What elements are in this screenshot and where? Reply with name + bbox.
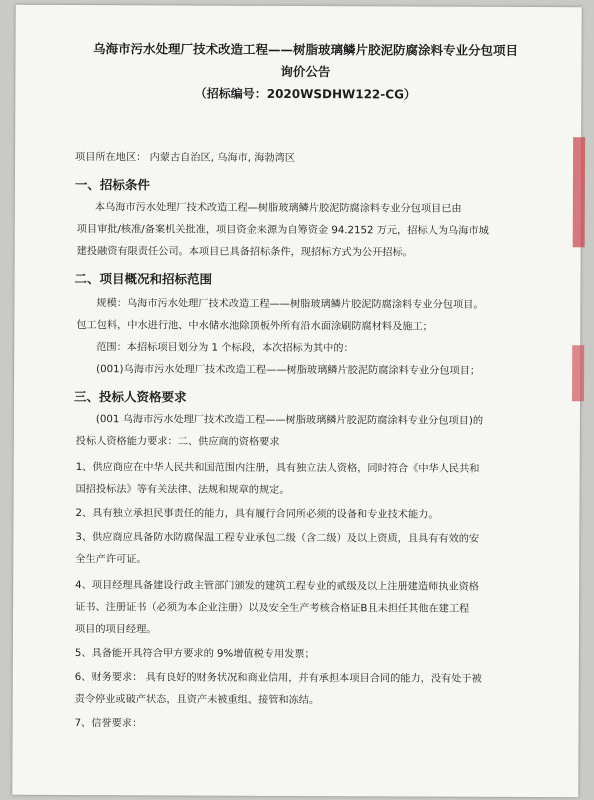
paragraph-line: 5、具备能开具符合甲方要求的 9%增值税专用发票；: [74, 648, 315, 661]
paragraph-line: 全生产许可证。: [75, 554, 147, 566]
paragraph-line: 4、项目经理具备建设行政主管部门颁发的建筑工程专业的贰级及以上注册建造师执业资格: [75, 580, 480, 593]
paragraph-line: 项目审批/核准/备案机关批准，项目资金来源为自筹资金 94.2152 万元，招标人为乌海市城: [76, 224, 489, 237]
document-subtitle: 询价公告: [280, 63, 331, 80]
paragraph-line: 2、具有独立承担民事责任的能力，具有履行合同所必须的设备和专业技术能力。: [75, 508, 439, 521]
paragraph-line: 7、信誉要求：: [74, 718, 143, 730]
project-location: 项目所在地区： 内蒙古自治区, 乌海市, 海勃湾区: [75, 152, 296, 164]
paragraph-line: 证书、注册证书（必须为本企业注册）以及安全生产考核合格证B且未担任其他在建工程: [75, 602, 470, 615]
section-heading: 一、招标条件: [74, 177, 150, 193]
section-heading: 三、投标人资格要求: [73, 389, 187, 405]
paragraph-line: (001)乌海市污水处理厂技术改造工程——树脂玻璃鳞片胶泥防腐涂料专业分包项目；: [96, 364, 481, 377]
paragraph-line: 包工包料，中水进行池、中水储水池除顶板外所有沿水面涂刷防腐材料及施工；: [76, 320, 433, 333]
paragraph-line: 投标人资格能力要求：二、供应商的资格要求: [75, 436, 280, 448]
paragraph-line: 规模：乌海市污水处理厂技术改造工程——树脂玻璃鳞片胶泥防腐涂料专业分包项目。: [96, 298, 484, 311]
seal-stamp-edge: [572, 345, 584, 401]
bid-number: （招标编号：2020WSDHW122-CG）: [194, 86, 416, 102]
paragraph-line: 1、供应商应在中华人民共和国范围内注册，具有独立法人资格，同时符合《中华人民共和: [75, 462, 480, 475]
section-heading: 二、项目概况和招标范围: [74, 271, 213, 287]
paragraph-line: 责令停业或破产状态，且资产未被重组、接管和冻结。: [74, 694, 320, 707]
paragraph-line: (001 乌海市污水处理厂技术改造工程——树脂玻璃鳞片胶泥防腐涂料专业分包项目)的: [95, 414, 484, 427]
paragraph-line: 3、供应商应具备防水防腐保温工程专业承包二级（含二级）及以上资质，且具有有效的安: [75, 532, 480, 545]
paragraph-line: 6、财务要求： 具有良好的财务状况和商业信用，并有承担本项目合同的能力，没有处于被: [74, 672, 482, 685]
document-page: [12, 5, 581, 797]
paragraph-line: 建投融资有限责任公司。本项目已具备招标条件，现招标方式为公开招标。: [76, 246, 413, 259]
document-title: 乌海市污水处理厂技术改造工程——树脂玻璃鳞片胶泥防腐涂料专业分包项目: [92, 41, 519, 58]
paragraph-line: 项目的项目经理。: [74, 624, 157, 636]
paragraph-line: 本乌海市污水处理厂技术改造工程—树脂玻璃鳞片胶泥防腐涂料专业分包项目已由: [94, 202, 462, 215]
paragraph-line: 范围：本招标项目划分为 1 个标段，本次招标为其中的：: [96, 342, 354, 355]
seal-stamp-edge: [573, 137, 585, 247]
paragraph-line: 国招投标法》等有关法律、法规和规章的规定。: [75, 484, 290, 496]
